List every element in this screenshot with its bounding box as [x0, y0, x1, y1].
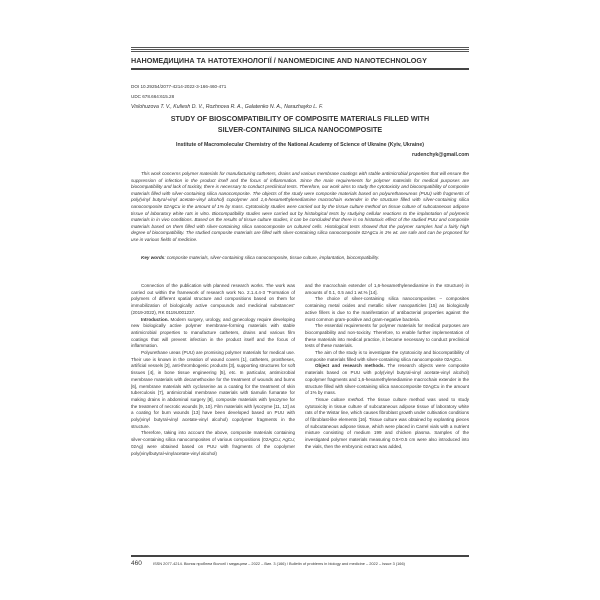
authors: Vislohuzova T. V., Kuliesh D. V., Rozhnova R. A., Galatenko N. A., Narazhayko L. F.	[131, 104, 323, 110]
paragraph-text: Polyurethane ureas (PUU) are promising polymer materials for medical use. Their use is known in the creation of wound covers [1], catheters, prostheses, artificial vessels [2], anti-thrombogenic products [3], supporting structures for soft tissues [4], in bone tissue engineering [5], etc. In particular, antimicrobial membrane materials with decamethoxine for the treatment of wounds and burns [6], membrane materials with cycloserine as a coating for the treatment of skin tuberculosis [7], antimicrobial membrane materials with tiamulin fumarate for making drains in abdominal surgery [8], composite materials with lysozyme for the treatment of necrotic wounds [9, 10]. Film materials with lysozyme [11, 12] as a coating for burn wounds [13] have been developed based on PUU with poly(vinyl butyral-vinyl acetate-vinyl alcohol) copolymer fragments in the structure.	[131, 350, 295, 429]
keywords-label: Key words	[141, 255, 165, 260]
udc-text: UDC 678.664:615.28	[131, 94, 175, 99]
footer-rule	[131, 555, 469, 557]
body-paragraph	[305, 296, 469, 323]
body-paragraph	[305, 323, 469, 350]
paragraph-text: The essential requirements for polymer materials for medical purposes are biocompatibility and non-toxicity. Therefore, to enable further implementation of these materials into medical practice, it became necessary to conduct preclinical tests of these materials.	[305, 323, 469, 349]
body-paragraph	[131, 350, 295, 430]
body-paragraph	[305, 363, 469, 397]
header-rule-top	[131, 47, 469, 52]
journal-page	[131, 0, 469, 600]
paragraph-text: The tissue culture method was used to study cytotoxicity in tissue culture of subcutaneous adipose tissue of laboratory white rats of the Wistar line, which causes fibroblast growth under cultivation conditions of fibroblast-like elements [16]. Tissue culture was obtained by explanting pieces of subcutaneous adipose tissue, which were placed in Carrel vials with a nutrient mixture consisting of medium 199 and chicken plasma. Samples of the investigated polymer materials measuring 0.5×0.5 cm were also introduced into the vials, then the embryonic extract was added,	[305, 396, 469, 449]
paragraph-lead: Introduction.	[141, 316, 169, 322]
author-email[interactable]: rudenchyk@gmail.com	[412, 152, 469, 158]
paragraph-lead: Tissue culture method.	[315, 396, 365, 402]
header-rule-bottom	[131, 68, 469, 70]
institution: Institute of Macromolecular Chemistry of the National Academy of Science of Ukraine (Kyiv, Ukraine)	[176, 142, 424, 148]
article-title-line-1: STUDY OF BIOSCOMPATIBILITY OF COMPOSITE MATERIALS FILLED WITH	[170, 114, 430, 123]
body-paragraph	[305, 397, 469, 451]
article-title-line-2: SILVER-CONTAINING SILICA NANOCOMPOSITE	[217, 125, 383, 134]
body-column-right	[305, 283, 469, 451]
section-title: НАНОМЕДИЦИНА ТА НАТОТЕХНОЛОГІЇ / NANOMEDICINE AND NANOTECHNOLOGY	[131, 56, 427, 65]
paragraph-lead: Object and research methods.	[315, 363, 385, 369]
paragraph-text: The research objects were composite materials based on PUU with poly(vinyl butyral-vinyl acetate-vinyl alcohol) copolymer fragments and 1,6-hexamethylenediamine macrochain extender in the structure filled with silver-containing silica nanocomposite 02AgCu in the amount of 1% by mass.	[305, 363, 469, 396]
paragraph-text: and the macrochain extender of 1,6-hexamethylenediamine in the structure) in amounts of 0.1, 0.5 and 1 wt.% [14].	[305, 283, 469, 295]
page-number: 460	[131, 560, 142, 567]
footer-citation: ISSN 2077-4214. Вісник проблем біології і медицини – 2022 – Вип. 3 (166) / Bulletin of problems in biology and medicine – 2022 – Issue 3 (166)	[153, 561, 405, 566]
keywords	[131, 255, 469, 262]
paragraph-text: Modern surgery, urology, and gynecology require developing new biologically active polymer membrane-forming materials with stable antimicrobial properties to manufacture catheters, drains and various film coatings that will prevent infection in the product itself and the focus of inflammation.	[131, 316, 295, 349]
body-paragraph	[305, 283, 469, 296]
paragraph-text: Connection of the publication with planned research works. The work was carried out within the framework of research work No. 2.1.4.4-3 "Formation of polymers of different spatial structure and compositions based on them for immobilization of biologically active compounds and medicinal substances" (2019-2022), RK 0119U001237.	[131, 283, 295, 315]
body-paragraph	[131, 317, 295, 351]
abstract: This work concerns polymer materials for manufacturing catheters, drains and various membrane coatings with stable antimicrobial properties that will ensure the suppression of infection in the product itself and the focus of inflammation. Since the main requirements for polymer materials for medical purposes are biocompatibility and lack of toxicity, there is necessary to conduct preclinical tests. Therefore, our work aims to study the cytotoxicity and biocompatibility of composite materials filled with silver-containing silica nanocomposite. The objects of the study were composite materials based on polyurethaneureas (PUU) with fragments of poly(vinyl butyral-vinyl acetate-vinyl alcohol) copolymer and 1,6-hexamethylenediamine macrochain extender in the structure filled with silver-containing silica nanocomposite 02AgCu in the amount of 1% by mass. Cytotoxicity studies were carried out by the tissue culture method on tissue culture of subcutaneous adipose tissue of laboratory white rats in vitro. Biocompatibility studies were carried out by histological tests by studying cellular reactions to the implantation of polymeric materials in in vivo conditions. Based on the results of tissue culture studies, it can be concluded that there is no histotoxic effect of the studied PUU and composite materials based on them filled with silver-containing silica nanocomposite on cultured cells. Histological tests showed that the polymer samples had a fairly high degree of biocompatibility. The studied composite materials are filled with silver-containing silica nanocomposite 02AgCu in 1% wt. are safe and can be proposed for use in various fields of medicine.	[131, 171, 469, 242]
paragraph-text: Therefore, taking into account the above, composite materials containing silver-containing silica nanocomposites of various compositions (02AgCu; AgCu; 02Ag) were obtained based on PUU with fragments of the copolymer poly(vinylbutyral-vinylacetate-vinyl alcohol)	[131, 430, 295, 456]
keywords-list: : composite materials, silver-containing silica nanocomposite, tissue culture, implantation, biocompatibility.	[164, 255, 380, 260]
body-column-left	[131, 283, 295, 457]
doi-text[interactable]: DOI 10.29254/2077-4214-2022-3-166-460-471	[131, 84, 227, 89]
body-paragraph	[131, 430, 295, 457]
body-paragraph	[305, 350, 469, 363]
body-paragraph	[131, 283, 295, 317]
paragraph-text: The aim of the study is to investigate the cytotoxicity and biocompatibility of composite materials filled with silver-containing silica nanocomposite 02AgCu.	[305, 350, 469, 362]
paragraph-text: The choice of silver-containing silica nanocomposites – composites containing metal oxides and metallic silver nanoparticles [15] as biologically active fillers is due to the manifestation of antibacterial properties against the most common gram-positive and gram-negative bacteria.	[305, 296, 469, 322]
